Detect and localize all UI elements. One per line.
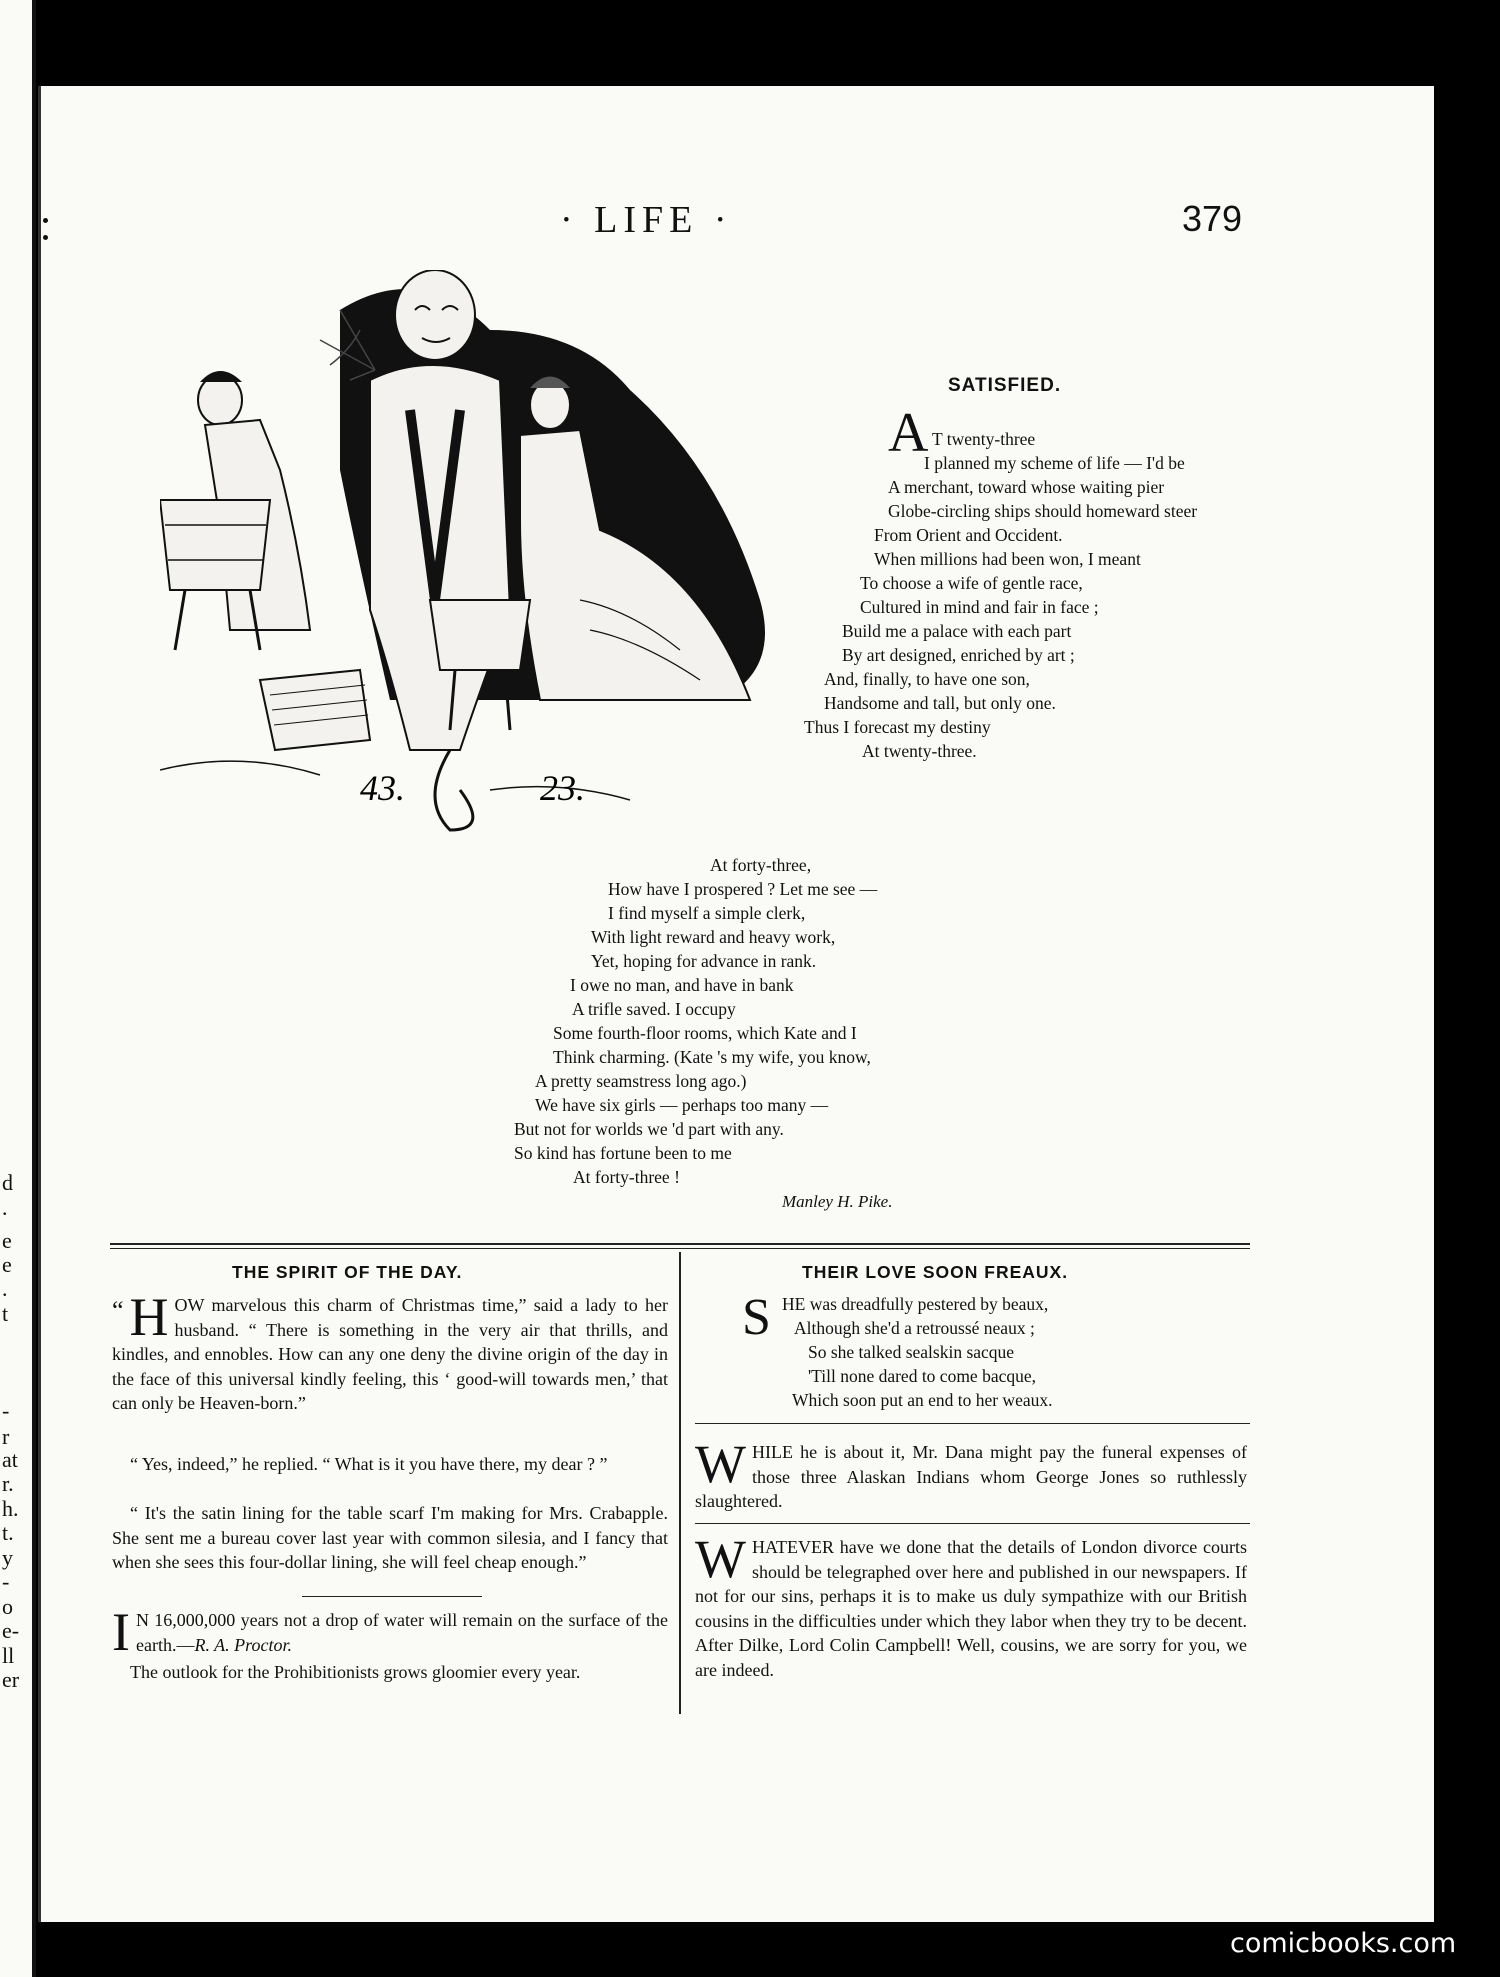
site-watermark: comicbooks.com (1230, 1928, 1457, 1959)
poem-line: By art designed, enriched by art ; (842, 645, 1075, 665)
strip-char: . (2, 1195, 8, 1220)
poem-line: Globe-circling ships should homeward steer (888, 501, 1198, 521)
paragraph-text: OW marvelous this charm of Christmas time,” said a lady to her husband. “ There is something in the very air that thrills, and kindles, and ennobles. How can any one deny the divine origin of the day in the face of this universal kindly feeling, this ‘ good-will towards men,’ that can only be Heaven-born.” (112, 1295, 668, 1413)
verse-dropcap: S (742, 1289, 771, 1346)
poem-line: So kind has fortune been to me (514, 1143, 732, 1163)
poem-line: I planned my scheme of life — I'd be (924, 453, 1185, 473)
poem-first-line: T twenty-three (932, 429, 1036, 449)
poem-dropcap: A (888, 402, 929, 464)
short-rule (302, 1596, 482, 1597)
paragraph-text: HATEVER have we done that the details of London divorce courts should be telegraphed over here and published in our newspapers. If not for our sins, perhaps it is to make us duly sympathize with our British cousins in the difficulties under which they labor when they try to be decent. After Dilke, Lord Colin Campbell! Well, cousins, we are sorry for you, we are indeed. (695, 1537, 1247, 1680)
open-quote: “ (112, 1296, 124, 1325)
poem-line: At forty-three, (710, 855, 812, 875)
strip-char: r (2, 1424, 10, 1449)
verse-line: HE was dreadfully pestered by beaux, (782, 1294, 1049, 1314)
short-rule (695, 1523, 1250, 1524)
poem-line: Handsome and tall, but only one. (824, 693, 1056, 713)
strip-char: r. (2, 1471, 14, 1496)
strip-char: h. (2, 1496, 19, 1521)
poem-line: To choose a wife of gentle race, (860, 573, 1083, 593)
poem-line: With light reward and heavy work, (591, 927, 836, 947)
poem-line: A pretty seamstress long ago.) (535, 1071, 747, 1091)
gutter-dot (43, 218, 48, 223)
verse-line: Which soon put an end to her weaux. (792, 1390, 1053, 1410)
page-number: 379 (1182, 198, 1243, 239)
poem-line: I owe no man, and have in bank (570, 975, 794, 995)
strip-char: y (2, 1545, 13, 1570)
strip-char: ll (2, 1643, 15, 1668)
verse-line: 'Till none dared to come bacque, (808, 1366, 1037, 1386)
section-rule (110, 1243, 1250, 1245)
strip-char: d (2, 1170, 13, 1195)
paragraph-text: N 16,000,000 years not a drop of water will remain on the surface of the earth.— (135, 1610, 668, 1655)
poem-line: At forty-three ! (573, 1167, 680, 1187)
verse-line: So she talked sealskin sacque (808, 1342, 1015, 1362)
prohibitionists-paragraph (112, 1660, 668, 1685)
poem-line: When millions had been won, I meant (874, 549, 1141, 569)
spirit-paragraph-1 (112, 1287, 668, 1416)
poem-line: How have I prospered ? Let me see — (608, 879, 878, 899)
strip-char: er (2, 1667, 20, 1692)
paragraph-text: “ Yes, indeed,” he replied. “ What is it you have there, my dear ? ” (130, 1454, 608, 1474)
poem-line: Thus I forecast my destiny (804, 717, 991, 737)
poem-line: A trifle saved. I occupy (572, 999, 736, 1019)
london-divorce-paragraph (695, 1529, 1247, 1682)
strip-char: t. (2, 1520, 14, 1545)
poem-line: Yet, hoping for advance in rank. (591, 951, 817, 971)
dana-paragraph (695, 1434, 1247, 1514)
poem-line: Some fourth-floor rooms, which Kate and I (553, 1023, 857, 1043)
poem-line: Build me a palace with each part (842, 621, 1072, 641)
poem-line: I find myself a simple clerk, (608, 903, 806, 923)
dropcap: I (112, 1602, 130, 1662)
poem-line: At twenty-three. (862, 741, 977, 761)
paragraph-text: HILE he is about it, Mr. Dana might pay the funeral expenses of those three Alaskan Indians whom George Jones so ruthlessly slaughtered. (695, 1442, 1247, 1511)
column-divider (679, 1252, 681, 1714)
strip-char: o (2, 1594, 13, 1619)
dropcap: H (129, 1287, 169, 1347)
spirit-paragraph-3 (112, 1501, 668, 1575)
adjacent-page-strip (0, 0, 36, 1977)
strip-char: at (2, 1447, 18, 1472)
gutter-dot (43, 235, 48, 240)
strip-char: e (2, 1252, 12, 1277)
citation: R. A. Proctor. (194, 1634, 292, 1655)
strip-char: - (2, 1398, 10, 1423)
paragraph-text: “ It's the satin lining for the table scarf I'm making for Mrs. Crabapple. She sent me a bureau cover last year with common silesia, and I fancy that when she sees this four-dollar lining, she will feel cheap enough.” (112, 1503, 668, 1572)
spirit-paragraph-2 (112, 1452, 668, 1477)
dropcap: W (695, 1434, 746, 1494)
illustration-label-left: 43. (360, 768, 405, 808)
poem-line: We have six girls — perhaps too many — (535, 1095, 829, 1115)
verse-line: Although she'd a retroussé neaux ; (794, 1318, 1035, 1338)
strip-char: . (2, 1276, 8, 1301)
satisfied-illustration (160, 270, 800, 840)
masthead-title: · LIFE · (560, 199, 733, 241)
spirit-of-the-day-title: THE SPIRIT OF THE DAY. (232, 1262, 463, 1282)
proctor-paragraph (112, 1602, 668, 1662)
short-rule (695, 1423, 1250, 1424)
strip-char: - (2, 1569, 10, 1594)
poem-line: And, finally, to have one son, (824, 669, 1030, 689)
poem-line: Think charming. (Kate 's my wife, you know, (553, 1047, 871, 1067)
strip-char: e (2, 1228, 12, 1253)
poem-author: Manley H. Pike. (782, 1192, 893, 1211)
paragraph-text: The outlook for the Prohibitionists grows gloomier every year. (130, 1662, 581, 1682)
poem-line: Cultured in mind and fair in face ; (860, 597, 1099, 617)
poem-title: SATISFIED. (948, 375, 1062, 396)
poem-line: But not for worlds we 'd part with any. (514, 1119, 784, 1139)
their-love-soon-freaux-title: THEIR LOVE SOON FREAUX. (802, 1262, 1069, 1282)
strip-char: e- (2, 1618, 20, 1643)
poem-line: A merchant, toward whose waiting pier (888, 477, 1165, 497)
poem-line: From Orient and Occident. (874, 525, 1063, 545)
illustration-label-right: 23. (540, 768, 585, 808)
section-rule (110, 1248, 1250, 1249)
strip-char: t (2, 1301, 9, 1326)
dropcap: W (695, 1529, 746, 1589)
